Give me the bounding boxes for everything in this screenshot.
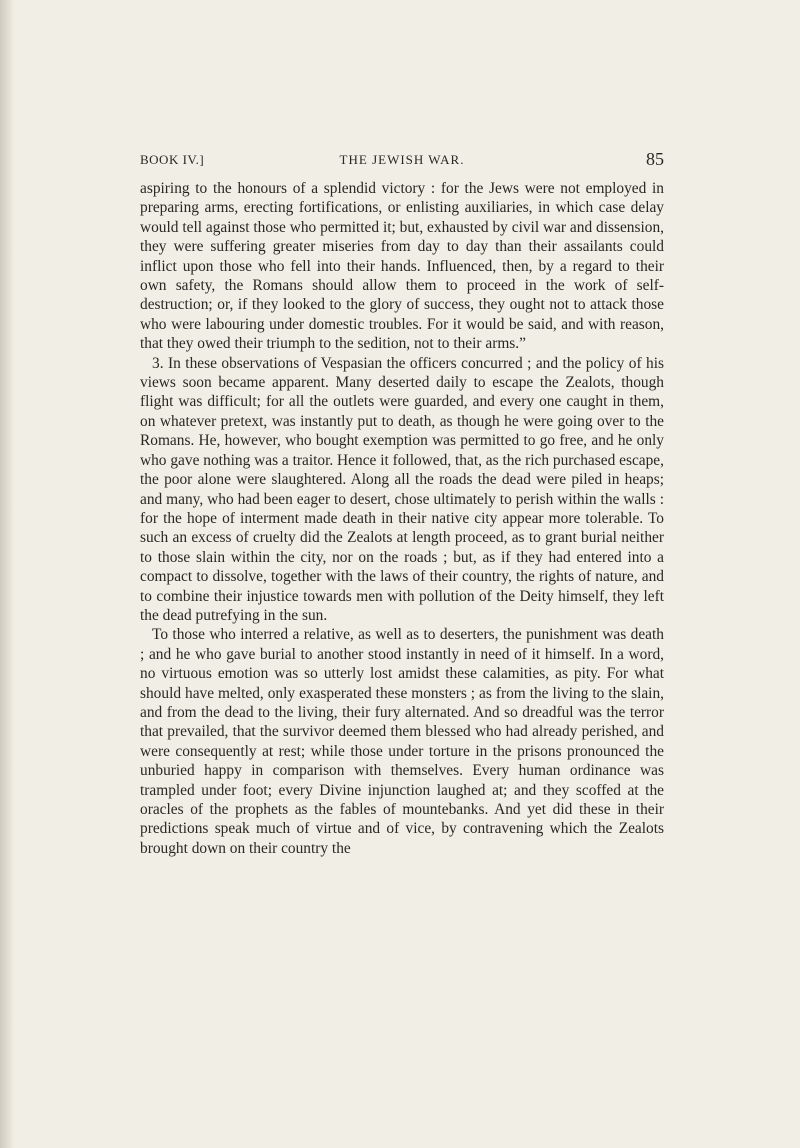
book-number: BOOK IV.] [140,152,205,167]
paragraph: To those who interred a relative, as well as to deserters, the punishment was death ; and he who gave burial to another stood instantly in need of it himself. In a word, no virtuous emotion was so utterly lost amidst these calamities, as pity. For what should have melted, only exasperated these monsters ; as from the living to the slain, and from the dead to the living, their fury alternated. And so dreadful was the terror that prevailed, that the survivor deemed them blessed who had already perished, and were consequently at rest; while those under torture in the prisons pronounced the unburied happy in comparison with themselves. Every human ordinance was trampled under foot; every Divine injunction laughed at; and they scoffed at the oracles of the prophets as the fables of mountebanks. And yet did these in their predictions speak much of virtue and of vice, by contravening which the Zealots brought down on their country the [140,626,664,857]
body-text [140,179,664,858]
running-header [140,150,664,172]
page-number: 85 [646,149,664,169]
paragraph: 3. In these observations of Vespasian the officers concurred ; and the policy of his views soon became apparent. Many deserted daily to escape the Zealots, though flight was difficult; for all the outlets were guarded, and every one caught in them, on whatever pretext, was instantly put to death, as though he were going over to the Romans. He, however, who bought exemption was permitted to go free, and he only who gave nothing was a traitor. Hence it followed, that, as the rich purchased escape, the poor alone were slaughtered. Along all the roads the dead were piled in heaps; and many, who had been eager to desert, chose ultimately to perish within the walls : for the hope of interment made death in their native city appear more tolerable. To such an excess of cruelty did the Zealots at length proceed, as to grant burial neither to those slain within the city, nor on the roads ; but, as if they had entered into a compact to dissolve, together with the laws of their country, the rights of nature, and to combine their injustice towards men with pollution of the Deity himself, they left the dead putrefying in the sun. [140,354,664,624]
paragraph: aspiring to the honours of a splendid victory : for the Jews were not employed in preparing arms, erecting fortifications, or enlisting auxiliaries, in which case delay would tell against those who permitted it; but, exhausted by civil war and dissension, they were suffering greater miseries from day to day than their assailants could inflict upon those who fell into their hands. Influenced, then, by a regard to their own safety, the Romans should allow them to proceed in the work of self-destruction; or, if they looked to the glory of success, they ought not to attack those who were labouring under domestic troubles. For it would be said, and with reason, that they owed their triumph to the sedition, not to their arms.” [140,180,664,353]
running-title: THE JEWISH WAR. [339,152,465,167]
page-binding-shadow [0,0,14,1148]
